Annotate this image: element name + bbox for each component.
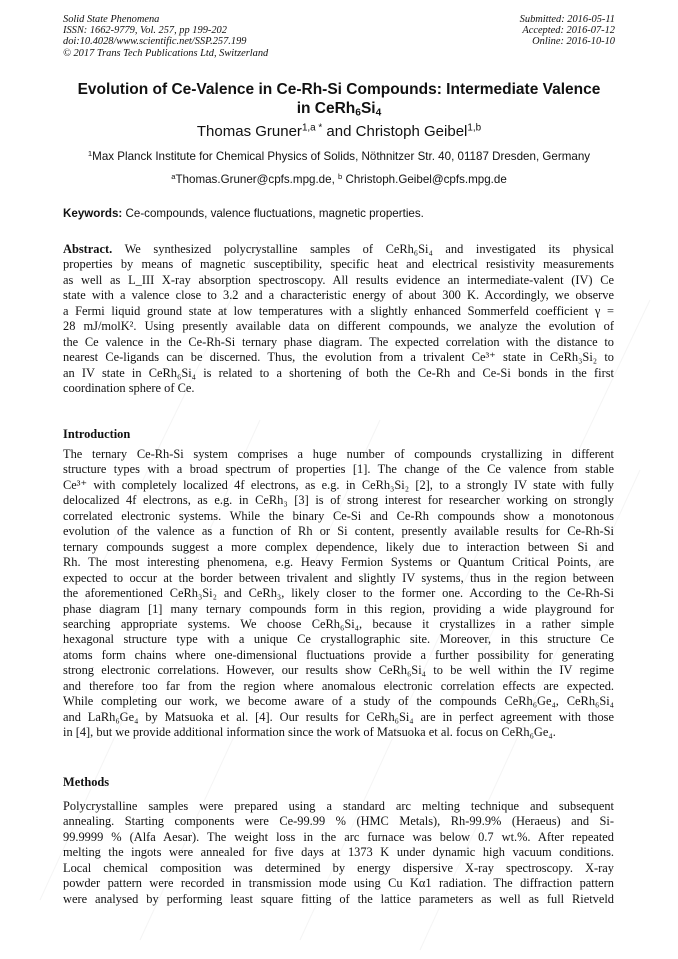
author-emails: $^a$Thomas.Gruner@cpfs.mpg.de, $^b$ Christoph.Geibel@cpfs.mpg.de: [171, 171, 507, 186]
methods-line: Local chemical composition was determined by energy dispersive X-ray spectroscopy. X-ray: [63, 860, 614, 875]
methods-line: Polycrystalline samples were prepared using a standard arc melting technique and subsequent: [63, 799, 614, 813]
affiliation: $^1$Max Planck Institute for Chemical Physics of Solids, Nöthnitzer Str. 40, 01187 Dresden, Germany: [87, 148, 591, 163]
author-name: Christoph Geibel: [355, 123, 468, 140]
introduction-line: structure types with a broad spectrum of properties [1]. The change of the Ce valence from stable: [63, 462, 614, 477]
journal-copyright: © 2017 Trans Tech Publications Ltd, Switzerland: [63, 47, 269, 59]
methods-line: 99.9999 % (Alfa Aesar). The weight loss in the arc furnace was below 0.7 wt.%. After repeated: [63, 829, 614, 844]
author-list: Thomas Gruner$^{1,a *}$ and Christoph Geibel$^{1,b}$: [196, 122, 482, 140]
keywords: [63, 207, 623, 221]
introduction-line: hexagonal structure type with a unique Ce crystallographic site. Moreover, in this structure Ce: [63, 632, 614, 647]
journal-header: [63, 14, 268, 59]
abstract-line: properties by means of magnetic susceptibility, specific heat and electrical resistivity measurements: [63, 257, 614, 272]
methods-line: melting the ingots were annealed for five days at 1373 K under dynamic high vacuum conditions.: [63, 845, 614, 860]
abstract-line: nearest Ce-ligands can be discerned. Thus, the evolution from a trivalent Ce³⁺ state in CeRh₃Si₂ to: [63, 350, 614, 365]
abstract-line: coordination sphere of Ce.: [63, 381, 195, 396]
journal-doi[interactable]: doi:10.4028/www.scientific.net/SSP.257.199: [63, 36, 247, 48]
title-line-2: in $CeRh_6Si_4$: [296, 100, 382, 119]
introduction-line: correlated electronic systems. While the binary Ce-Si and Ce-Rh compounds show a monotonous: [63, 508, 614, 523]
keywords-label: Keywords:: [63, 207, 123, 220]
introduction-line: ternary compounds suggest a more complex dependence, likely due to interaction between Si and: [63, 539, 614, 554]
paper-title: [56, 80, 622, 118]
keywords-text: Ce-compounds, valence fluctuations, magnetic properties.: [122, 207, 424, 220]
introduction-line: searching appropriate systems. We choose CeRh₆Si₄, because it crystallizes in a rather simple: [63, 616, 614, 631]
methods-line: powder pattern were recorded in transmission mode using Cu Kα1 radiation. The diffraction pattern: [63, 876, 614, 891]
author-affiliation-mark: 1,a *: [301, 122, 323, 134]
dates-header: [520, 14, 615, 48]
email-link[interactable]: Thomas.Gruner@cpfs.mpg.de,: [175, 173, 339, 186]
abstract-line: an IV state in CeRh₆Si₄ is related to a shortening of both the Ce-Rh and Ce-Si bonds in the first: [63, 365, 614, 380]
abstract-line: state with a valence close to 3.2 and a characteristic energy of about 300 K. Accordingly, we observe: [63, 288, 614, 303]
introduction-line: evolution of the valence as a function of Rh or Si content, presently available results for Ce-Rh-Si: [63, 524, 614, 539]
author-affiliation-mark: 1,b: [467, 122, 482, 134]
introduction-line: strong electronic correlations. However, our results show CeRh₆Si₄ to be well within the IV regime: [63, 663, 614, 678]
introduction-line: The ternary Ce-Rh-Si system comprises a huge number of compounds crystallizing in different: [63, 447, 614, 461]
date-submitted: Submitted: 2016-05-11: [519, 14, 615, 25]
abstract-label: Abstract.: [63, 242, 113, 256]
introduction-line: phase diagram [1] many ternary compounds form in this region, providing a wide playground for: [63, 601, 614, 616]
section-heading-methods: Methods: [63, 775, 110, 789]
date-online: Online: 2016-10-10: [532, 36, 615, 48]
email-link[interactable]: Christoph.Geibel@cpfs.mpg.de: [342, 173, 507, 186]
introduction-line: in [4], but we provide additional information since the work of Matsuoka et al. focus on CeRh₆Ge₄.: [63, 725, 556, 740]
date-accepted: Accepted: 2016-07-12: [522, 25, 615, 37]
introduction-paragraph: [63, 447, 614, 741]
abstract-paragraph: [63, 242, 614, 397]
introduction-line: Rh. The most interesting phenomena, e.g. Heavy Fermion Systems or Quantum Critical Points, are: [63, 555, 614, 570]
introduction-line: While completing our work, we become aware of a study of the compounds CeRh₆Ge₄, CeRh₆Si₄: [63, 694, 614, 709]
introduction-line: and therefore too far from the region where anomalous electronic correlation effects are expected.: [63, 678, 614, 693]
journal-name: Solid State Phenomena: [63, 14, 160, 25]
introduction-line: expected to occur at the border between trivalent and slightly IV systems, thus in the region between: [63, 570, 614, 585]
title-line-1: Evolution of Ce-Valence in Ce-Rh-Si Compounds: Intermediate Valence: [77, 81, 601, 98]
introduction-line: atoms form chains where one-dimensional fluctuations provide a further possibility for generating: [63, 647, 614, 662]
introduction-line: delocalized 4f electrons, as e.g. in CeRh₃ [3] is of strong interest for researcher working on strongly: [63, 493, 614, 508]
abstract-line: the Ce valence in the Ce-Rh-Si ternary phase diagram. The expected correlation with the distance to: [63, 334, 614, 349]
author-name: Thomas Gruner: [196, 123, 302, 140]
methods-paragraph: [63, 799, 614, 907]
introduction-line: and LaRh₆Ge₄ by Matsuoka et al. [4]. Our results for CeRh₆Si₄ are in perfect agreement with those: [63, 709, 614, 724]
abstract-line: a Fermi liquid ground state at low temperatures with a slightly enhanced Sommerfeld coefficient γ =: [63, 303, 614, 318]
abstract-line: 28 mJ/molK². Using presently available data on different compounds, we analyze the evolution of: [63, 319, 614, 334]
journal-issn: ISSN: 1662-9779, Vol. 257, pp 199-202: [63, 25, 227, 37]
section-heading-introduction: Introduction: [63, 427, 131, 441]
introduction-line: the aforementioned CeRh₃Si₂ and CeRh₃, likely closer to the former one. According to the Ce-Rh-Si: [63, 586, 614, 601]
methods-line: were analysed by performing least square fitting of the lattice parameters as well as full Rietveld: [63, 891, 614, 906]
methods-line: annealing. Starting components were Ce-99.99 % (HMC Metals), Rh-99.9% (Heraeus) and Si-: [63, 814, 614, 829]
abstract-line: Abstract. We synthesized polycrystalline samples of CeRh₆Si₄ and investigated its physical: [63, 242, 614, 256]
introduction-line: Ce³⁺ with completely localized 4f electrons, as e.g. in CeRh₃Si₂ [2], to a strongly IV state with fully: [63, 477, 614, 492]
abstract-line: as well as L_III X-ray absorption spectroscopy. All results evidence an intermediate-valent (IV) Ce: [63, 272, 614, 287]
